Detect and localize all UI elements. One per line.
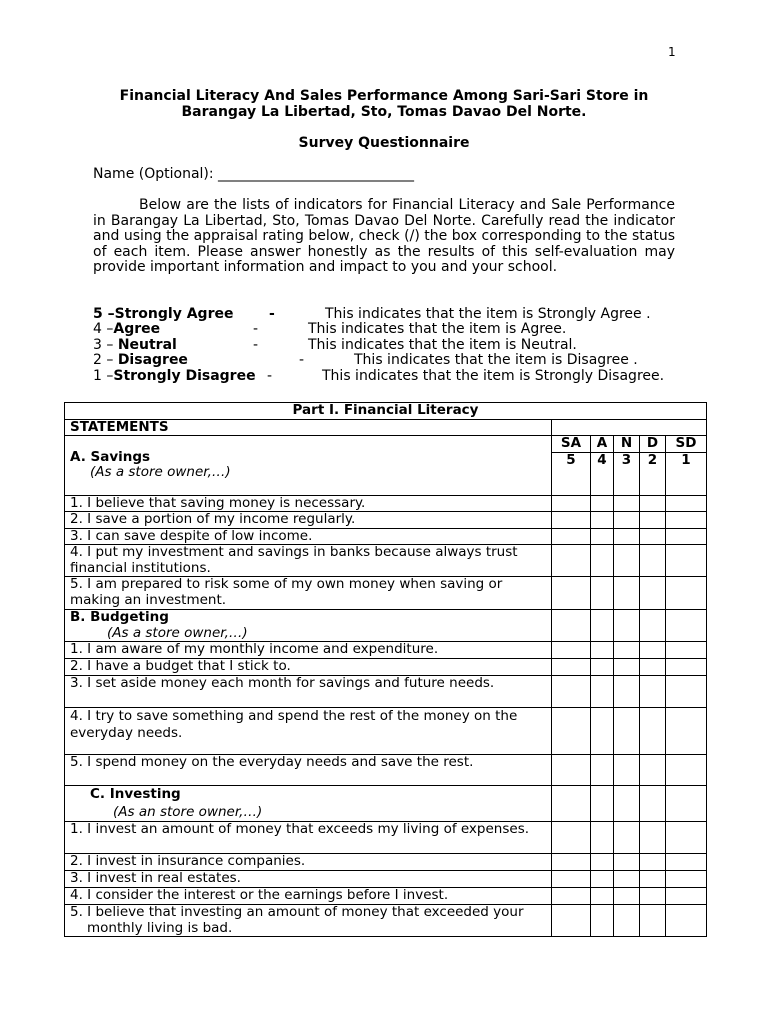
- statement-text: 1. I believe that saving money is necessary.: [65, 495, 552, 512]
- rating-checkbox[interactable]: [666, 708, 707, 755]
- rating-checkbox[interactable]: [640, 888, 666, 905]
- rating-checkbox[interactable]: [614, 659, 640, 676]
- rating-value: 3: [614, 452, 640, 495]
- legend-num: 5 –: [93, 306, 115, 322]
- rating-checkbox[interactable]: [591, 642, 614, 659]
- rating-label: D: [640, 436, 666, 453]
- rating-checkbox[interactable]: [552, 577, 591, 610]
- rating-checkbox[interactable]: [591, 871, 614, 888]
- rating-checkbox[interactable]: [552, 676, 591, 708]
- legend-dash: -: [253, 337, 259, 353]
- rating-checkbox[interactable]: [591, 888, 614, 905]
- legend-dash: -: [269, 306, 275, 322]
- part-title: Part I. Financial Literacy: [65, 403, 707, 420]
- rating-checkbox[interactable]: [640, 755, 666, 786]
- rating-checkbox[interactable]: [666, 822, 707, 854]
- rating-checkbox[interactable]: [552, 659, 591, 676]
- legend-row: [93, 368, 693, 384]
- rating-checkbox[interactable]: [591, 755, 614, 786]
- rating-checkbox[interactable]: [614, 822, 640, 854]
- rating-checkbox[interactable]: [666, 854, 707, 871]
- legend-num: 1 –: [93, 368, 114, 384]
- rating-checkbox[interactable]: [552, 545, 591, 577]
- rating-checkbox[interactable]: [614, 512, 640, 529]
- rating-label: N: [614, 436, 640, 453]
- legend-dash: -: [253, 321, 259, 337]
- title-line-2: Barangay La Libertad, Sto, Tomas Davao Del Norte.: [181, 104, 587, 120]
- statement-text: 3. I invest in real estates.: [65, 871, 552, 888]
- legend-row: [93, 321, 693, 337]
- rating-checkbox[interactable]: [591, 822, 614, 854]
- statement-text: 5. I believe that investing an amount of money that exceeded your monthly living is bad.: [65, 905, 552, 937]
- table-row: [65, 755, 707, 786]
- statement-text: 4. I consider the interest or the earnings before I invest.: [65, 888, 552, 905]
- rating-checkbox[interactable]: [591, 577, 614, 610]
- table-row: [65, 822, 707, 854]
- document-subtitle: Survey Questionnaire: [298, 135, 470, 151]
- section-title: B. Budgeting: [70, 609, 169, 625]
- table-row: [65, 888, 707, 905]
- rating-checkbox[interactable]: [552, 854, 591, 871]
- rating-checkbox[interactable]: [614, 577, 640, 610]
- rating-checkbox[interactable]: [614, 708, 640, 755]
- rating-checkbox[interactable]: [614, 854, 640, 871]
- document-title: [93, 88, 675, 120]
- rating-checkbox[interactable]: [614, 871, 640, 888]
- statement-text: 5. I spend money on the everyday needs and save the rest.: [65, 755, 552, 786]
- statement-text: 2. I save a portion of my income regularly.: [65, 512, 552, 529]
- legend-row: [93, 306, 693, 322]
- statement-text: 4. I put my investment and savings in banks because always trust financial institutions.: [65, 545, 552, 577]
- section-subtitle: (As a store owner,…): [107, 624, 248, 641]
- rating-label: A: [591, 436, 614, 453]
- legend-desc: This indicates that the item is Strongly Agree .: [325, 306, 651, 322]
- section-header-row: [65, 610, 707, 642]
- statement-text: 3. I set aside money each month for savings and future needs.: [65, 676, 552, 708]
- section-subtitle: (As a store owner,…): [90, 464, 231, 481]
- rating-value: 1: [666, 452, 707, 495]
- rating-checkbox[interactable]: [666, 528, 707, 545]
- rating-checkbox[interactable]: [591, 676, 614, 708]
- rating-checkbox[interactable]: [552, 642, 591, 659]
- section-title: A. Savings: [70, 448, 151, 465]
- rating-checkbox[interactable]: [640, 642, 666, 659]
- legend-label: Disagree: [117, 352, 188, 368]
- statement-text: 1. I am aware of my monthly income and expenditure.: [65, 642, 552, 659]
- title-line-1: Financial Literacy And Sales Performance Among Sari-Sari Store in: [119, 88, 649, 104]
- part-title-row: [65, 403, 707, 420]
- rating-checkbox[interactable]: [640, 871, 666, 888]
- statements-header-row: [65, 419, 707, 436]
- rating-checkbox[interactable]: [666, 888, 707, 905]
- rating-checkbox[interactable]: [591, 512, 614, 529]
- legend-dash: -: [299, 352, 305, 368]
- section-header: [65, 786, 552, 822]
- rating-checkbox[interactable]: [591, 708, 614, 755]
- rating-checkbox[interactable]: [666, 755, 707, 786]
- statement-text: 5. I am prepared to risk some of my own money when saving or making an investment.: [65, 577, 552, 610]
- rating-checkbox[interactable]: [552, 822, 591, 854]
- rating-label-row: [65, 436, 707, 453]
- statement-text: 3. I can save despite of low income.: [65, 528, 552, 545]
- rating-checkbox[interactable]: [552, 871, 591, 888]
- rating-checkbox[interactable]: [614, 676, 640, 708]
- rating-checkbox[interactable]: [666, 577, 707, 610]
- rating-checkbox[interactable]: [640, 676, 666, 708]
- rating-checkbox[interactable]: [640, 854, 666, 871]
- rating-checkbox[interactable]: [591, 545, 614, 577]
- table-row: [65, 854, 707, 871]
- financial-literacy-table: [64, 402, 707, 937]
- rating-checkbox[interactable]: [640, 708, 666, 755]
- legend-num: 3 –: [93, 337, 118, 353]
- rating-checkbox[interactable]: [591, 495, 614, 512]
- rating-checkbox[interactable]: [640, 528, 666, 545]
- table-row: [65, 708, 707, 755]
- rating-checkbox[interactable]: [591, 659, 614, 676]
- rating-checkbox[interactable]: [614, 888, 640, 905]
- legend-num: 4 –: [93, 321, 114, 337]
- rating-checkbox[interactable]: [552, 755, 591, 786]
- name-field: Name (Optional): ____________________________: [93, 166, 415, 182]
- rating-checkbox[interactable]: [552, 512, 591, 529]
- legend-label: Strongly Disagree: [113, 368, 256, 384]
- rating-checkbox[interactable]: [591, 905, 614, 937]
- statement-text: 4. I try to save something and spend the rest of the money on the everyday needs.: [65, 708, 552, 755]
- rating-checkbox[interactable]: [640, 545, 666, 577]
- table-row: [65, 495, 707, 512]
- table-row: [65, 577, 707, 610]
- rating-checkbox[interactable]: [666, 659, 707, 676]
- legend-desc: This indicates that the item is Disagree .: [354, 352, 638, 368]
- rating-checkbox[interactable]: [640, 659, 666, 676]
- rating-checkbox[interactable]: [552, 708, 591, 755]
- rating-checkbox[interactable]: [640, 822, 666, 854]
- table-row: [65, 545, 707, 577]
- rating-checkbox[interactable]: [666, 545, 707, 577]
- rating-checkbox[interactable]: [591, 854, 614, 871]
- rating-checkbox[interactable]: [666, 676, 707, 708]
- rating-value: 2: [640, 452, 666, 495]
- rating-value: 4: [591, 452, 614, 495]
- rating-checkbox[interactable]: [614, 495, 640, 512]
- rating-checkbox[interactable]: [666, 495, 707, 512]
- section-subtitle: (As an store owner,…): [113, 803, 263, 820]
- rating-checkbox[interactable]: [640, 577, 666, 610]
- rating-checkbox[interactable]: [666, 512, 707, 529]
- legend-dash: -: [267, 368, 273, 384]
- rating-checkbox[interactable]: [666, 905, 707, 937]
- table-row: [65, 512, 707, 529]
- statements-header: STATEMENTS: [65, 419, 552, 436]
- table-row: [65, 642, 707, 659]
- statement-text: 2. I have a budget that I stick to.: [65, 659, 552, 676]
- rating-checkbox[interactable]: [614, 642, 640, 659]
- section-title: C. Investing: [90, 786, 181, 802]
- legend-num: 2 –: [93, 352, 118, 368]
- rating-checkbox[interactable]: [552, 528, 591, 545]
- table-row: [65, 871, 707, 888]
- rating-label: SD: [666, 436, 707, 453]
- table-row: [65, 528, 707, 545]
- statement-text: 1. I invest an amount of money that exceeds my living of expenses.: [65, 822, 552, 854]
- legend-row: [93, 337, 693, 353]
- rating-checkbox[interactable]: [552, 495, 591, 512]
- legend-row: [93, 352, 693, 368]
- section-header: [65, 436, 552, 496]
- rating-checkbox[interactable]: [640, 905, 666, 937]
- rating-checkbox[interactable]: [666, 642, 707, 659]
- rating-checkbox[interactable]: [614, 905, 640, 937]
- rating-checkbox[interactable]: [552, 888, 591, 905]
- header-spacer: [552, 419, 707, 436]
- section-header: [65, 610, 552, 642]
- legend-desc: This indicates that the item is Neutral.: [308, 337, 577, 353]
- rating-value: 5: [552, 452, 591, 495]
- rating-checkbox[interactable]: [552, 905, 591, 937]
- table-row: [65, 905, 707, 937]
- legend-desc: This indicates that the item is Strongly Disagree.: [322, 368, 665, 384]
- page-number: 1: [668, 45, 676, 59]
- legend-label: Strongly Agree: [114, 306, 234, 322]
- intro-paragraph: Below are the lists of indicators for Financial Literacy and Sale Performance in Barangay La Libertad, Sto, Tomas Davao Del Norte. Carefully read the indicator and using the appraisal rating below, check (/) the box corresponding to the status of each item. Please answer honestly as the results of this self-evaluation may provide important information and impact to you and your school.: [93, 197, 675, 276]
- legend-desc: This indicates that the item is Agree.: [308, 321, 567, 337]
- rating-checkbox[interactable]: [614, 755, 640, 786]
- rating-label: SA: [552, 436, 591, 453]
- table-row: [65, 676, 707, 708]
- rating-checkbox[interactable]: [640, 512, 666, 529]
- section-header-row: [65, 786, 707, 822]
- legend-label: Agree: [113, 321, 161, 337]
- statement-text: 2. I invest in insurance companies.: [65, 854, 552, 871]
- legend-label: Neutral: [117, 337, 177, 353]
- table-row: [65, 659, 707, 676]
- rating-checkbox[interactable]: [591, 528, 614, 545]
- rating-checkbox[interactable]: [666, 871, 707, 888]
- rating-checkbox[interactable]: [614, 528, 640, 545]
- rating-checkbox[interactable]: [614, 545, 640, 577]
- rating-checkbox[interactable]: [640, 495, 666, 512]
